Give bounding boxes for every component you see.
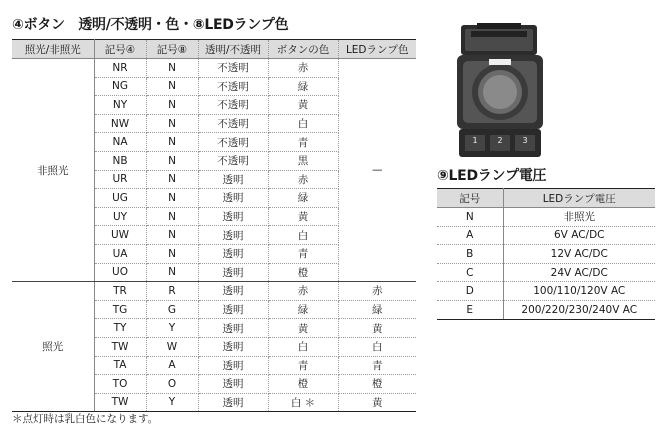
transparency-cell: 透明 — [198, 393, 268, 412]
led-color-cell: 緑 — [338, 300, 416, 319]
symbol-4-cell: NY — [94, 96, 146, 115]
button-color-table — [12, 39, 416, 412]
transparency-cell: 透明 — [198, 375, 268, 394]
table-row — [12, 59, 416, 78]
header-symbol-4: 記号④ — [94, 40, 146, 59]
button-color-cell: 黄 — [268, 96, 338, 115]
led-color-cell: 黄 — [338, 393, 416, 412]
voltage-cell: 100/110/120V AC — [503, 282, 655, 301]
symbol-4-cell: NR — [94, 59, 146, 78]
symbol-8-cell: R — [146, 282, 198, 301]
transparency-cell: 透明 — [198, 170, 268, 189]
symbol-4-cell: TO — [94, 375, 146, 394]
symbol-4-cell: TG — [94, 300, 146, 319]
symbol-4-cell: TR — [94, 282, 146, 301]
symbol-4-cell: NB — [94, 151, 146, 170]
pushbutton-switch-image — [455, 19, 545, 161]
header-illumination: 照光/非照光 — [12, 40, 94, 59]
symbol-8-cell: N — [146, 189, 198, 208]
button-color-cell: 緑 — [268, 300, 338, 319]
symbol-8-cell: N — [146, 207, 198, 226]
symbol-4-cell: NG — [94, 77, 146, 96]
symbol-8-cell: N — [146, 114, 198, 133]
button-color-cell: 白 — [268, 337, 338, 356]
button-color-cell: 白 ＊ — [268, 393, 338, 412]
symbol-8-cell: N — [146, 170, 198, 189]
symbol-4-cell: NW — [94, 114, 146, 133]
table-header-row — [437, 189, 655, 208]
symbol-cell: N — [437, 208, 503, 227]
symbol-8-cell: N — [146, 77, 198, 96]
terminal-3-label: 3 — [522, 136, 528, 145]
header-symbol: 記号 — [437, 189, 503, 208]
symbol-8-cell: N — [146, 151, 198, 170]
symbol-4-cell: UG — [94, 189, 146, 208]
symbol-4-cell: TY — [94, 319, 146, 338]
button-color-cell: 赤 — [268, 170, 338, 189]
table-row — [437, 208, 655, 227]
button-color-cell: 緑 — [268, 189, 338, 208]
table-header-row — [12, 40, 416, 59]
table-row — [12, 282, 416, 301]
transparency-cell: 透明 — [198, 263, 268, 282]
transparency-cell: 透明 — [198, 189, 268, 208]
led-color-cell: — — [338, 59, 416, 282]
table-row — [437, 226, 655, 245]
header-transparency: 透明/不透明 — [198, 40, 268, 59]
footnote: ＊点灯時は乳白色になります。 — [12, 413, 159, 425]
transparency-cell: 不透明 — [198, 151, 268, 170]
right-table-heading: ⑨LEDランプ電圧 — [437, 168, 547, 184]
button-color-cell: 黄 — [268, 319, 338, 338]
symbol-8-cell: G — [146, 300, 198, 319]
symbol-4-cell: NA — [94, 133, 146, 152]
table-row — [437, 263, 655, 282]
group-label: 非照光 — [12, 59, 94, 282]
transparency-cell: 不透明 — [198, 133, 268, 152]
symbol-cell: E — [437, 300, 503, 319]
voltage-cell: 200/220/230/240V AC — [503, 300, 655, 319]
voltage-cell: 12V AC/DC — [503, 245, 655, 264]
led-color-cell: 白 — [338, 337, 416, 356]
button-color-cell: 黒 — [268, 151, 338, 170]
button-color-cell: 赤 — [268, 282, 338, 301]
symbol-4-cell: TW — [94, 393, 146, 412]
symbol-cell: B — [437, 245, 503, 264]
header-button-color: ボタンの色 — [268, 40, 338, 59]
transparency-cell: 透明 — [198, 226, 268, 245]
symbol-8-cell: O — [146, 375, 198, 394]
transparency-cell: 透明 — [198, 282, 268, 301]
group-label: 照光 — [12, 282, 94, 412]
transparency-cell: 透明 — [198, 300, 268, 319]
symbol-4-cell: UA — [94, 244, 146, 263]
table-row — [437, 245, 655, 264]
symbol-8-cell: A — [146, 356, 198, 375]
voltage-cell: 24V AC/DC — [503, 263, 655, 282]
voltage-cell: 6V AC/DC — [503, 226, 655, 245]
transparency-cell: 不透明 — [198, 59, 268, 78]
symbol-cell: A — [437, 226, 503, 245]
symbol-cell: C — [437, 263, 503, 282]
left-table-heading: ④ボタン 透明/不透明・色・⑧LEDランプ色 — [12, 17, 289, 33]
button-color-cell: 白 — [268, 226, 338, 245]
transparency-cell: 不透明 — [198, 114, 268, 133]
voltage-cell: 非照光 — [503, 208, 655, 227]
symbol-8-cell: N — [146, 59, 198, 78]
header-symbol-8: 記号⑧ — [146, 40, 198, 59]
transparency-cell: 透明 — [198, 244, 268, 263]
terminal-2-label: 2 — [497, 136, 503, 145]
symbol-8-cell: N — [146, 96, 198, 115]
button-color-cell: 緑 — [268, 77, 338, 96]
button-color-cell: 橙 — [268, 375, 338, 394]
led-color-cell: 青 — [338, 356, 416, 375]
transparency-cell: 不透明 — [198, 77, 268, 96]
symbol-4-cell: UR — [94, 170, 146, 189]
button-color-cell: 橙 — [268, 263, 338, 282]
symbol-8-cell: W — [146, 337, 198, 356]
symbol-cell: D — [437, 282, 503, 301]
button-color-cell: 青 — [268, 356, 338, 375]
symbol-4-cell: UO — [94, 263, 146, 282]
transparency-cell: 透明 — [198, 356, 268, 375]
symbol-8-cell: Y — [146, 393, 198, 412]
led-voltage-table — [437, 188, 655, 320]
button-color-cell: 青 — [268, 133, 338, 152]
terminal-1-label: 1 — [472, 136, 478, 145]
transparency-cell: 透明 — [198, 337, 268, 356]
symbol-4-cell: TA — [94, 356, 146, 375]
button-color-cell: 白 — [268, 114, 338, 133]
header-led-color: LEDランプ色 — [338, 40, 416, 59]
header-led-voltage: LEDランプ電圧 — [503, 189, 655, 208]
table-row — [437, 282, 655, 301]
button-color-cell: 黄 — [268, 207, 338, 226]
symbol-8-cell: N — [146, 263, 198, 282]
transparency-cell: 不透明 — [198, 96, 268, 115]
symbol-4-cell: UY — [94, 207, 146, 226]
led-color-cell: 橙 — [338, 375, 416, 394]
symbol-8-cell: N — [146, 226, 198, 245]
button-color-cell: 青 — [268, 244, 338, 263]
symbol-4-cell: TW — [94, 337, 146, 356]
symbol-8-cell: Y — [146, 319, 198, 338]
led-color-cell: 黄 — [338, 319, 416, 338]
table-row — [437, 300, 655, 319]
led-color-cell: 赤 — [338, 282, 416, 301]
transparency-cell: 透明 — [198, 319, 268, 338]
symbol-8-cell: N — [146, 244, 198, 263]
button-color-cell: 赤 — [268, 59, 338, 78]
symbol-4-cell: UW — [94, 226, 146, 245]
symbol-8-cell: N — [146, 133, 198, 152]
transparency-cell: 透明 — [198, 207, 268, 226]
